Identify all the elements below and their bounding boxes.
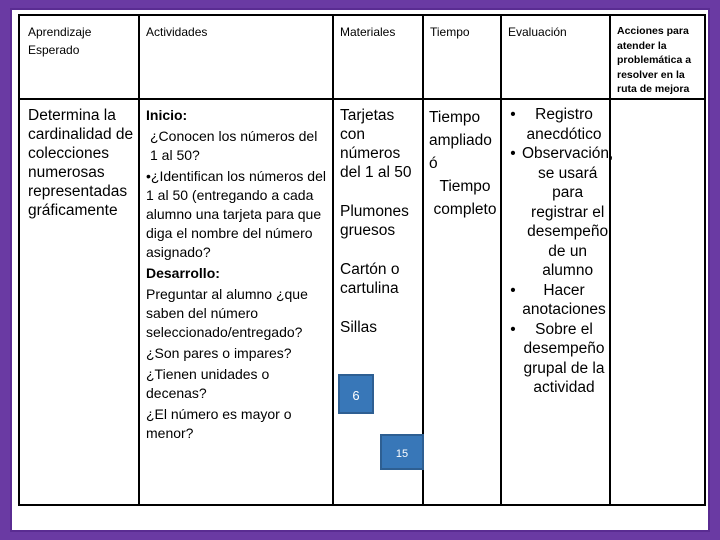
page-number-badge: 15: [380, 434, 424, 470]
list-item: [504, 105, 606, 144]
evaluacion-cell: [504, 105, 614, 398]
header-tiempo: Tiempo: [430, 25, 470, 39]
desarrollo-question-2: ¿Son pares o impares?: [146, 345, 292, 361]
bullet: •: [510, 145, 516, 162]
tiempo-cell: [429, 106, 501, 221]
header-divider: [20, 98, 704, 100]
materiales-cell: [340, 106, 422, 337]
evaluacion-item: Hacer anotaciones: [522, 281, 606, 318]
aprendizaje-text: Determina la cardinalidad de colecciones numerosas representadas gráficamente: [28, 107, 134, 219]
list-item: [504, 144, 614, 281]
material-item: Cartón o cartulina: [340, 261, 400, 297]
column-divider: [500, 16, 502, 504]
tiempo-line-1: Tiempo ampliado ó: [429, 109, 492, 172]
bullet: •: [510, 320, 516, 338]
inicio-question-1: ¿Conocen los números del 1 al 50?: [150, 128, 318, 163]
evaluacion-item: Observación, se usará para registrar el desempeño de un alumno: [522, 145, 614, 279]
header-materiales: Materiales: [340, 25, 396, 39]
desarrollo-question-4: ¿El número es mayor o menor?: [146, 406, 292, 441]
slide-number-badge: 6: [338, 374, 374, 414]
evaluacion-item: Registro anecdótico: [526, 106, 602, 143]
header-aprendizaje: Aprendizaje Esperado: [28, 25, 92, 57]
list-item: [504, 281, 606, 320]
evaluacion-item: Sobre el desempeño grupal de la actividad: [523, 320, 605, 396]
actividades-cell: [146, 106, 328, 443]
planning-table: [18, 14, 706, 506]
inicio-question-2: •¿Identifican los números del 1 al 50 (entregando a cada alumno una tarjeta para que diga el nombre del número asignado?: [146, 168, 326, 260]
column-divider: [138, 16, 140, 504]
inicio-label: Inicio:: [146, 107, 188, 123]
material-item: Plumones gruesos: [340, 203, 409, 239]
header-actividades: Actividades: [146, 25, 208, 39]
desarrollo-label: Desarrollo:: [146, 265, 220, 281]
bullet: •: [510, 281, 516, 299]
list-item: [504, 320, 606, 398]
column-divider: [422, 16, 424, 504]
material-item: Tarjetas con números del 1 al 50: [340, 107, 412, 181]
bullet: •: [510, 106, 516, 123]
tiempo-line-2: Tiempo completo: [433, 178, 497, 218]
material-item: Sillas: [340, 319, 378, 336]
header-acciones: Acciones para atender la problemática a resolver en la ruta de mejora: [617, 25, 692, 95]
desarrollo-question-1: Preguntar al alumno ¿que saben del número seleccionado/entregado?: [146, 286, 308, 340]
header-evaluacion: Evaluación: [508, 25, 567, 39]
desarrollo-question-3: ¿Tienen unidades o decenas?: [146, 366, 270, 401]
column-divider: [332, 16, 334, 504]
